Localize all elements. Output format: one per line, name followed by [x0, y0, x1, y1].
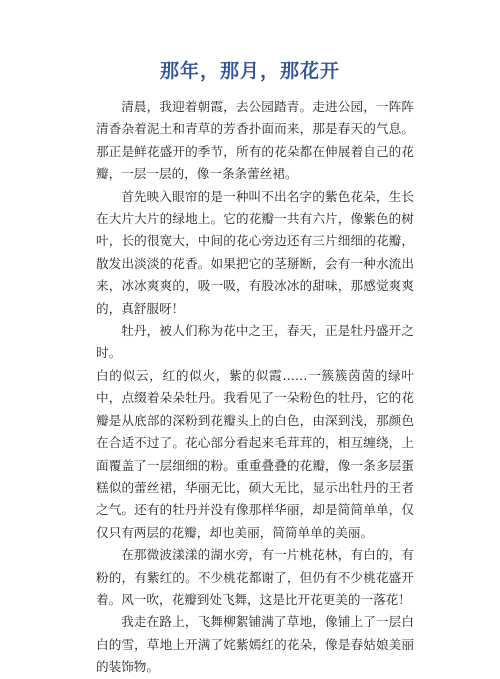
paragraph-1: 清晨，我迎着朝霞，去公园踏青。走进公园，一阵阵清香杂着泥土和青草的芳香扑面而来，那是春天的气息。那正是鲜花盛开的季节，所有的花朵都在伸展着自己的花瓣，一层一层的，像一条条蕾丝裙。	[96, 99, 414, 182]
paragraph-5: 在那微波漾漾的湖水旁，有一片桃花林，有白的，有粉的，有紫红的。不少桃花都谢了，但仍有不少桃花盛开着。风一吹，花瓣到处飞舞，这是比开花更美的一落花！	[96, 547, 414, 607]
paragraph-2: 首先映入眼帘的是一种叫不出名字的紫色花朵，生长在大片大片的绿地上。它的花瓣一共有六片，像紫色的树叶，长的很宽大，中间的花心旁边还有三片细细的花瓣，散发出淡淡的花香。如果把它的茎掰断，会有一种水流出来，冰冰爽爽的，吸一吸，有股冰冰的甜味，那感觉爽爽的，真舒服呀！	[96, 188, 414, 316]
document-body	[96, 96, 414, 679]
paragraph-4: 白的似云，红的似火，紫的似霞……一簇簇茵茵的绿叶中，点缀着朵朵牡丹。我看见了一朵粉色的牡丹，它的花瓣是从底部的深粉到花瓣头上的白色，由深到浅，那颜色在合适不过了。花心部分看起来毛茸茸的，相互缠绕，上面覆盖了一层细细的粉。重重叠叠的花瓣，像一条多层蛋糕似的蕾丝裙，华丽无比，硕大无比，显示出牡丹的王者之气。还有的牡丹并没有像那样华丽，却是简简单单，仅仅只有两层的花瓣，却也美丽，简简单单的美丽。	[96, 367, 414, 540]
paragraph-3: 牡丹，被人们称为花中之王，春天，正是牡丹盛开之时。	[96, 323, 414, 361]
document-title: 那年，那月，那花开	[159, 60, 340, 82]
paragraph-6: 我走在路上，飞舞柳絮铺满了草地，像铺上了一层白白的雪，草地上开满了姹紫嫣红的花朵，像是春姑娘美丽的装饰物。	[96, 614, 414, 675]
